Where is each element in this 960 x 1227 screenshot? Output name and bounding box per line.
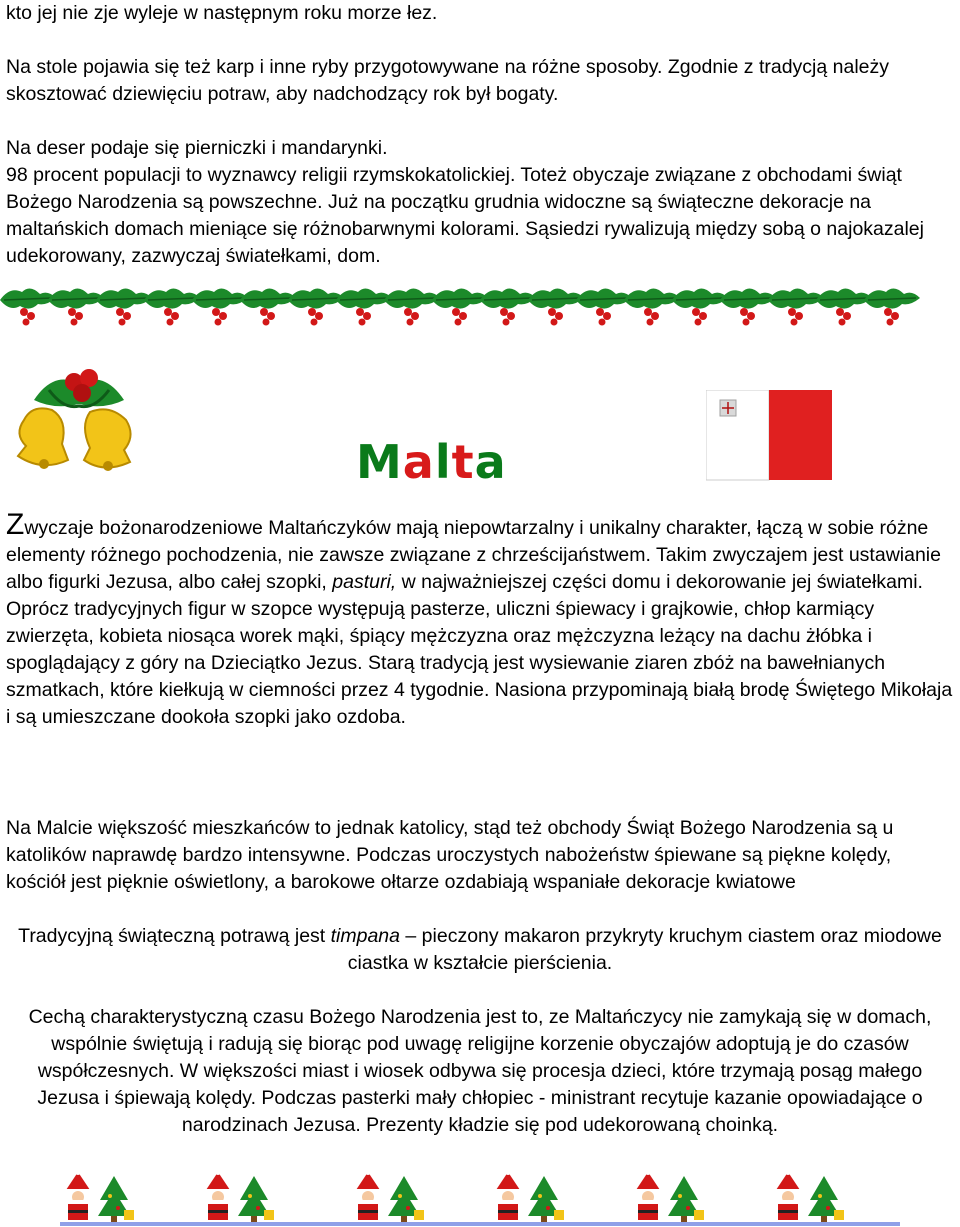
title-letter-4: t	[451, 435, 475, 489]
intro-paragraph-2: Na deser podaje się pierniczki i mandarynki.	[6, 137, 388, 159]
intro-paragraph-1: Na stole pojawia się też karp i inne ryby przygotowywane na różne sposoby. Zgodnie z tradycją należy skosztować dziewięciu potraw, aby nadchodzący rok był bogaty.	[6, 56, 890, 105]
malta-paragraph-3-a: Tradycyjną świąteczną potrawą jest	[18, 925, 331, 947]
christmas-bells-image	[4, 360, 154, 488]
malta-paragraph-3	[6, 923, 954, 977]
santa-and-tree-strip-image	[60, 1170, 900, 1227]
malta-paragraph-2: Na Malcie większość mieszkańców to jednak katolicy, stąd też obchody Świąt Bożego Narodzenia są u katolików naprawdę bardzo intensywne. Podczas uroczystych nabożeństw śpiewane są piękne kolędy, kościół jest pięknie oświetlony, a barokowe ołtarze ozdabiają wspaniałe dekoracje kwiatowe	[6, 817, 894, 893]
intro-line-0: kto jej nie zje wyleje w następnym roku morze łez.	[6, 2, 438, 24]
title-letter-5: a	[474, 435, 507, 489]
title-letter-2: a	[402, 435, 435, 489]
drop-cap: Z	[6, 508, 25, 541]
malta-paragraph-3-italic: timpana	[330, 925, 400, 947]
malta-paragraph-1-italic: pasturi,	[332, 571, 397, 593]
malta-paragraph-1-b: w najważniejszej części domu i dekorowanie jej światełkami. Oprócz tradycyjnych figur w szopce występują pasterze, uliczni śpiewacy i grajkowie, chłop karmiący zwierzęta, kobieta niosąca worek mąki, śpiący mężczyzna oraz mężczyzna leżący na dachu żłóbka i spoglądający z góry na Dzieciątko Jezus. Starą tradycją jest wysiewanie ziaren zbóż na bawełnianych szmatkach, które kiełkują w ciemności przez 4 tygodnie. Nasiona przypominają białą brodę Świętego Mikołaja i są umieszczane dookoła szopki jako ozdoba.	[6, 571, 953, 728]
malta-flag-image	[706, 390, 832, 482]
title-letter-1: M	[356, 435, 403, 489]
section-title-malta	[356, 432, 507, 492]
title-letter-3: l	[434, 435, 452, 489]
malta-paragraph-1	[6, 508, 954, 731]
malta-paragraph-3-b: – pieczony makaron przykryty kruchym ciastem oraz miodowe ciastka w kształcie pierścienia.	[347, 925, 942, 974]
malta-paragraph-1-a: wyczaje bożonarodzeniowe Maltańczyków mają niepowtarzalny i unikalny charakter, łączą w sobie różne elementy różnego pochodzenia, nie zawsze związane z chrześcijaństwem. Takim zwyczajem jest ustawianie albo figurki Jezusa, albo całej szopki,	[6, 517, 941, 593]
malta-paragraph-4: Cechą charakterystyczną czasu Bożego Narodzenia jest to, ze Maltańczycy nie zamykają się w domach, wspólnie świętują i radują się biorąc pod uwagę religijne korzenie obyczajów adoptują je do czasów współczesnych. W większości miast i wiosek odbywa się procesja dzieci, które trzymają posąg małego Jezusa i śpiewają kolędy. Podczas pasterki mały chłopiec - ministrant recytuje kazanie opowiadające o narodzinach Jezusa. Prezenty kładzie się pod udekorowaną choinką.	[28, 1006, 932, 1136]
holly-garland-image	[0, 276, 960, 340]
intro-paragraph-3: 98 procent populacji to wyznawcy religii rzymskokatolickiej. Toteż obyczaje związane z obchodami świąt Bożego Narodzenia są powszechne. Już na początku grudnia widoczne są świąteczne dekoracje na maltańskich domach mieniące się różnobarwnymi kolorami. Sąsiedzi rywalizują między sobą o najokazalej udekorowany, zazwyczaj światełkami, dom.	[6, 164, 924, 267]
